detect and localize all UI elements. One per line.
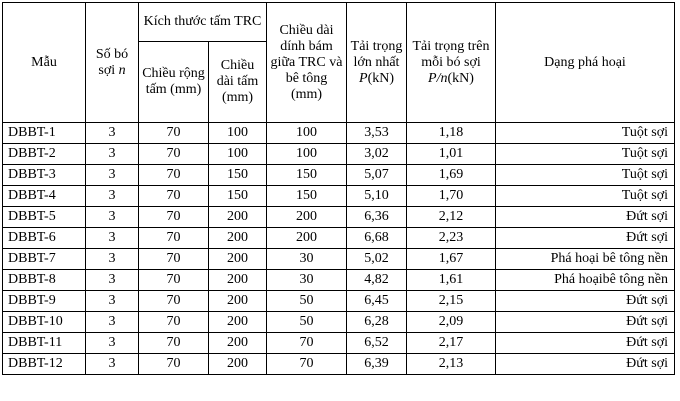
cell-max-load: 6,52 xyxy=(347,333,407,354)
cell-sheet-length: 100 xyxy=(209,144,267,165)
cell-bundles: 3 xyxy=(86,291,139,312)
cell-sample-id: DBBT-2 xyxy=(3,144,86,165)
cell-sheet-length: 200 xyxy=(209,354,267,375)
cell-failure-mode: Phá hoạibê tông nền xyxy=(496,270,675,291)
cell-bond-length: 70 xyxy=(267,333,347,354)
cell-load-per-bundle: 2,09 xyxy=(407,312,496,333)
cell-sheet-length: 100 xyxy=(209,123,267,144)
table-row xyxy=(3,249,675,270)
table-row xyxy=(3,123,675,144)
cell-failure-mode: Đứt sợi xyxy=(496,333,675,354)
cell-load-per-bundle: 2,15 xyxy=(407,291,496,312)
cell-failure-mode: Đứt sợi xyxy=(496,291,675,312)
cell-bond-length: 30 xyxy=(267,249,347,270)
cell-bond-length: 100 xyxy=(267,123,347,144)
cell-sheet-width: 70 xyxy=(139,291,209,312)
table-row xyxy=(3,333,675,354)
cell-load-per-bundle: 2,23 xyxy=(407,228,496,249)
cell-failure-mode: Đứt sợi xyxy=(496,312,675,333)
cell-bond-length: 150 xyxy=(267,165,347,186)
cell-sheet-width: 70 xyxy=(139,249,209,270)
header-sheet-length: Chiều dài tấm (mm) xyxy=(209,42,267,123)
cell-sheet-length: 200 xyxy=(209,312,267,333)
cell-sample-id: DBBT-10 xyxy=(3,312,86,333)
cell-sample-id: DBBT-9 xyxy=(3,291,86,312)
table-row xyxy=(3,270,675,291)
cell-max-load: 6,36 xyxy=(347,207,407,228)
cell-sheet-width: 70 xyxy=(139,312,209,333)
cell-sheet-width: 70 xyxy=(139,228,209,249)
table-row xyxy=(3,354,675,375)
cell-sheet-width: 70 xyxy=(139,186,209,207)
cell-max-load: 4,82 xyxy=(347,270,407,291)
header-max-load: Tải trọng lớn nhất P(kN) xyxy=(347,3,407,123)
table-row xyxy=(3,165,675,186)
cell-max-load: 5,07 xyxy=(347,165,407,186)
results-table xyxy=(2,2,675,375)
cell-load-per-bundle: 2,12 xyxy=(407,207,496,228)
header-load-per-bundle: Tải trọng trên mỗi bó sợi P/n(kN) xyxy=(407,3,496,123)
cell-bundles: 3 xyxy=(86,354,139,375)
cell-bundles: 3 xyxy=(86,186,139,207)
cell-max-load: 6,68 xyxy=(347,228,407,249)
cell-sample-id: DBBT-4 xyxy=(3,186,86,207)
cell-failure-mode: Tuột sợi xyxy=(496,165,675,186)
cell-sheet-length: 150 xyxy=(209,186,267,207)
header-row-top xyxy=(3,3,675,42)
header-bundles: Số bó sợi n xyxy=(86,3,139,123)
cell-sheet-width: 70 xyxy=(139,270,209,291)
header-sheet-size: Kích thước tấm TRC xyxy=(139,3,267,42)
cell-sheet-width: 70 xyxy=(139,123,209,144)
cell-sheet-width: 70 xyxy=(139,207,209,228)
table-row xyxy=(3,186,675,207)
cell-bundles: 3 xyxy=(86,249,139,270)
cell-bundles: 3 xyxy=(86,165,139,186)
cell-load-per-bundle: 1,69 xyxy=(407,165,496,186)
table-row xyxy=(3,312,675,333)
cell-sample-id: DBBT-5 xyxy=(3,207,86,228)
cell-bond-length: 50 xyxy=(267,312,347,333)
cell-max-load: 6,28 xyxy=(347,312,407,333)
table-row xyxy=(3,291,675,312)
header-sample: Mẫu xyxy=(3,3,86,123)
cell-max-load: 3,53 xyxy=(347,123,407,144)
cell-bundles: 3 xyxy=(86,228,139,249)
cell-bundles: 3 xyxy=(86,144,139,165)
cell-max-load: 6,39 xyxy=(347,354,407,375)
cell-failure-mode: Đứt sợi xyxy=(496,354,675,375)
cell-failure-mode: Phá hoại bê tông nền xyxy=(496,249,675,270)
table-row xyxy=(3,207,675,228)
cell-sheet-width: 70 xyxy=(139,354,209,375)
cell-sheet-length: 200 xyxy=(209,270,267,291)
header-failure-mode: Dạng phá hoại xyxy=(496,3,675,123)
cell-failure-mode: Đứt sợi xyxy=(496,207,675,228)
cell-load-per-bundle: 1,01 xyxy=(407,144,496,165)
cell-bond-length: 200 xyxy=(267,207,347,228)
table-row xyxy=(3,228,675,249)
cell-bond-length: 200 xyxy=(267,228,347,249)
cell-sample-id: DBBT-1 xyxy=(3,123,86,144)
header-bond-length: Chiều dài dính bám giữa TRC và bê tông (mm) xyxy=(267,3,347,123)
cell-sheet-width: 70 xyxy=(139,333,209,354)
cell-bond-length: 70 xyxy=(267,354,347,375)
cell-max-load: 5,10 xyxy=(347,186,407,207)
cell-sample-id: DBBT-12 xyxy=(3,354,86,375)
cell-max-load: 3,02 xyxy=(347,144,407,165)
cell-failure-mode: Đứt sợi xyxy=(496,228,675,249)
cell-bond-length: 50 xyxy=(267,291,347,312)
cell-sheet-length: 200 xyxy=(209,228,267,249)
cell-bundles: 3 xyxy=(86,312,139,333)
cell-sample-id: DBBT-11 xyxy=(3,333,86,354)
table-row xyxy=(3,144,675,165)
cell-bundles: 3 xyxy=(86,207,139,228)
cell-sample-id: DBBT-8 xyxy=(3,270,86,291)
cell-load-per-bundle: 1,67 xyxy=(407,249,496,270)
cell-failure-mode: Tuột sợi xyxy=(496,144,675,165)
cell-load-per-bundle: 2,17 xyxy=(407,333,496,354)
cell-bundles: 3 xyxy=(86,270,139,291)
table-body xyxy=(3,123,675,375)
cell-bond-length: 100 xyxy=(267,144,347,165)
cell-failure-mode: Tuột sợi xyxy=(496,186,675,207)
cell-sheet-width: 70 xyxy=(139,165,209,186)
cell-sample-id: DBBT-3 xyxy=(3,165,86,186)
cell-load-per-bundle: 1,61 xyxy=(407,270,496,291)
cell-sheet-length: 150 xyxy=(209,165,267,186)
cell-sample-id: DBBT-7 xyxy=(3,249,86,270)
cell-load-per-bundle: 1,70 xyxy=(407,186,496,207)
cell-failure-mode: Tuột sợi xyxy=(496,123,675,144)
cell-sheet-length: 200 xyxy=(209,207,267,228)
cell-sheet-length: 200 xyxy=(209,333,267,354)
cell-bundles: 3 xyxy=(86,333,139,354)
cell-sheet-length: 200 xyxy=(209,291,267,312)
cell-max-load: 5,02 xyxy=(347,249,407,270)
cell-max-load: 6,45 xyxy=(347,291,407,312)
cell-bond-length: 30 xyxy=(267,270,347,291)
cell-load-per-bundle: 1,18 xyxy=(407,123,496,144)
cell-sheet-width: 70 xyxy=(139,144,209,165)
cell-bond-length: 150 xyxy=(267,186,347,207)
cell-bundles: 3 xyxy=(86,123,139,144)
cell-load-per-bundle: 2,13 xyxy=(407,354,496,375)
header-sheet-width: Chiều rộng tấm (mm) xyxy=(139,42,209,123)
cell-sample-id: DBBT-6 xyxy=(3,228,86,249)
cell-sheet-length: 200 xyxy=(209,249,267,270)
